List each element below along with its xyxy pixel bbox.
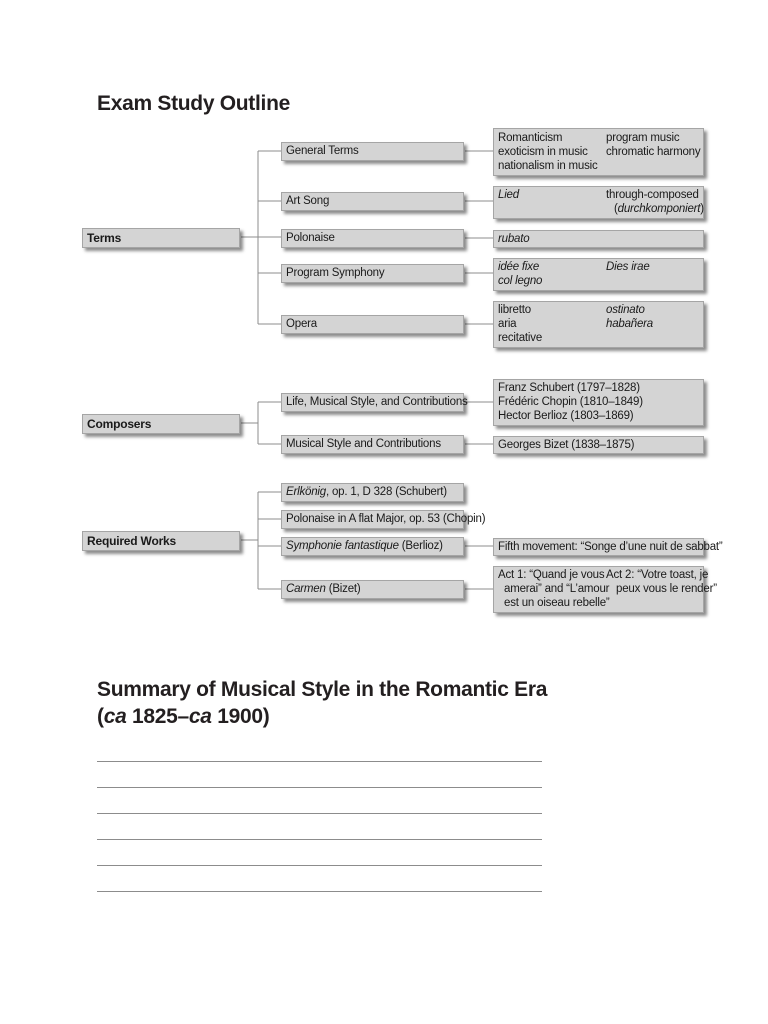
- subtopic-general-terms: General Terms: [281, 142, 464, 161]
- carmen-act2-line: peux vous le render”: [616, 583, 717, 595]
- term-item: nationalism in music: [498, 160, 598, 172]
- program-symphony-detail: [493, 258, 704, 291]
- term-item: idée fixe: [498, 261, 540, 273]
- subtopic-program-symphony: Program Symphony: [281, 264, 464, 283]
- work-polonaise: Polonaise in A flat Major, op. 53 (Chopin): [281, 510, 464, 529]
- composers-life-detail: [493, 379, 704, 426]
- term-item: recitative: [498, 332, 543, 344]
- subtopic-art-song: Art Song: [281, 192, 464, 211]
- composer-item: Frédéric Chopin (1810–1849): [498, 396, 643, 408]
- carmen-act1-line: amerai” and “L’amour: [504, 583, 610, 595]
- answer-line: [97, 865, 542, 866]
- term-item: Dies irae: [606, 261, 650, 273]
- general-terms-detail: [493, 128, 704, 176]
- opera-detail: [493, 301, 704, 348]
- answer-line: [97, 891, 542, 892]
- answer-line: [97, 787, 542, 788]
- composers-style-detail: [493, 436, 704, 454]
- carmen-act1-line: Act 1: “Quand je vous: [498, 569, 605, 581]
- work-erlkonig: Erlkönig, op. 1, D 328 (Schubert): [281, 483, 464, 502]
- category-required-works: Required Works: [82, 531, 240, 551]
- term-item: col legno: [498, 275, 543, 287]
- term-item: libretto: [498, 304, 531, 316]
- answer-line: [97, 839, 542, 840]
- carmen-act2-line: Act 2: “Votre toast, je: [606, 569, 709, 581]
- composer-item: Hector Berlioz (1803–1869): [498, 410, 634, 422]
- subtopic-style-contributions: Musical Style and Contributions: [281, 435, 464, 454]
- term-item: chromatic harmony: [606, 146, 701, 158]
- term-item: rubato: [498, 233, 530, 245]
- symphonie-detail: [493, 538, 723, 556]
- subtopic-polonaise: Polonaise: [281, 229, 464, 248]
- term-item: program music: [606, 132, 680, 144]
- term-item: Romanticism: [498, 132, 563, 144]
- term-item: ostinato: [606, 304, 645, 316]
- polonaise-detail: [493, 230, 704, 248]
- term-item-alt: (durchkomponiert): [614, 203, 704, 215]
- work-carmen: Carmen (Bizet): [281, 580, 464, 599]
- art-song-detail: [493, 186, 704, 219]
- category-composers: Composers: [82, 414, 240, 434]
- composer-item: Franz Schubert (1797–1828): [498, 382, 640, 394]
- term-item: exoticism in music: [498, 146, 588, 158]
- term-item: Lied: [498, 189, 519, 201]
- answer-line: [97, 813, 542, 814]
- work-symphonie-fantastique: Symphonie fantastique (Berlioz): [281, 537, 464, 556]
- carmen-detail: [493, 566, 717, 613]
- work-detail: Fifth movement: “Songe d’une nuit de sabbat”: [498, 541, 723, 553]
- answer-line: [97, 761, 542, 762]
- subtopic-life-style-contributions: Life, Musical Style, and Contributions: [281, 393, 464, 412]
- outline-title: Exam Study Outline: [97, 92, 290, 115]
- category-terms: Terms: [82, 228, 240, 248]
- carmen-act1-line: est un oiseau rebelle”: [504, 597, 610, 609]
- term-item: habañera: [606, 318, 653, 330]
- term-item: aria: [498, 318, 517, 330]
- term-item: through-composed: [606, 189, 699, 201]
- summary-title: Summary of Musical Style in the Romantic Era (ca 1825–ca 1900): [97, 678, 548, 728]
- subtopic-opera: Opera: [281, 315, 464, 334]
- composer-item: Georges Bizet (1838–1875): [498, 439, 635, 451]
